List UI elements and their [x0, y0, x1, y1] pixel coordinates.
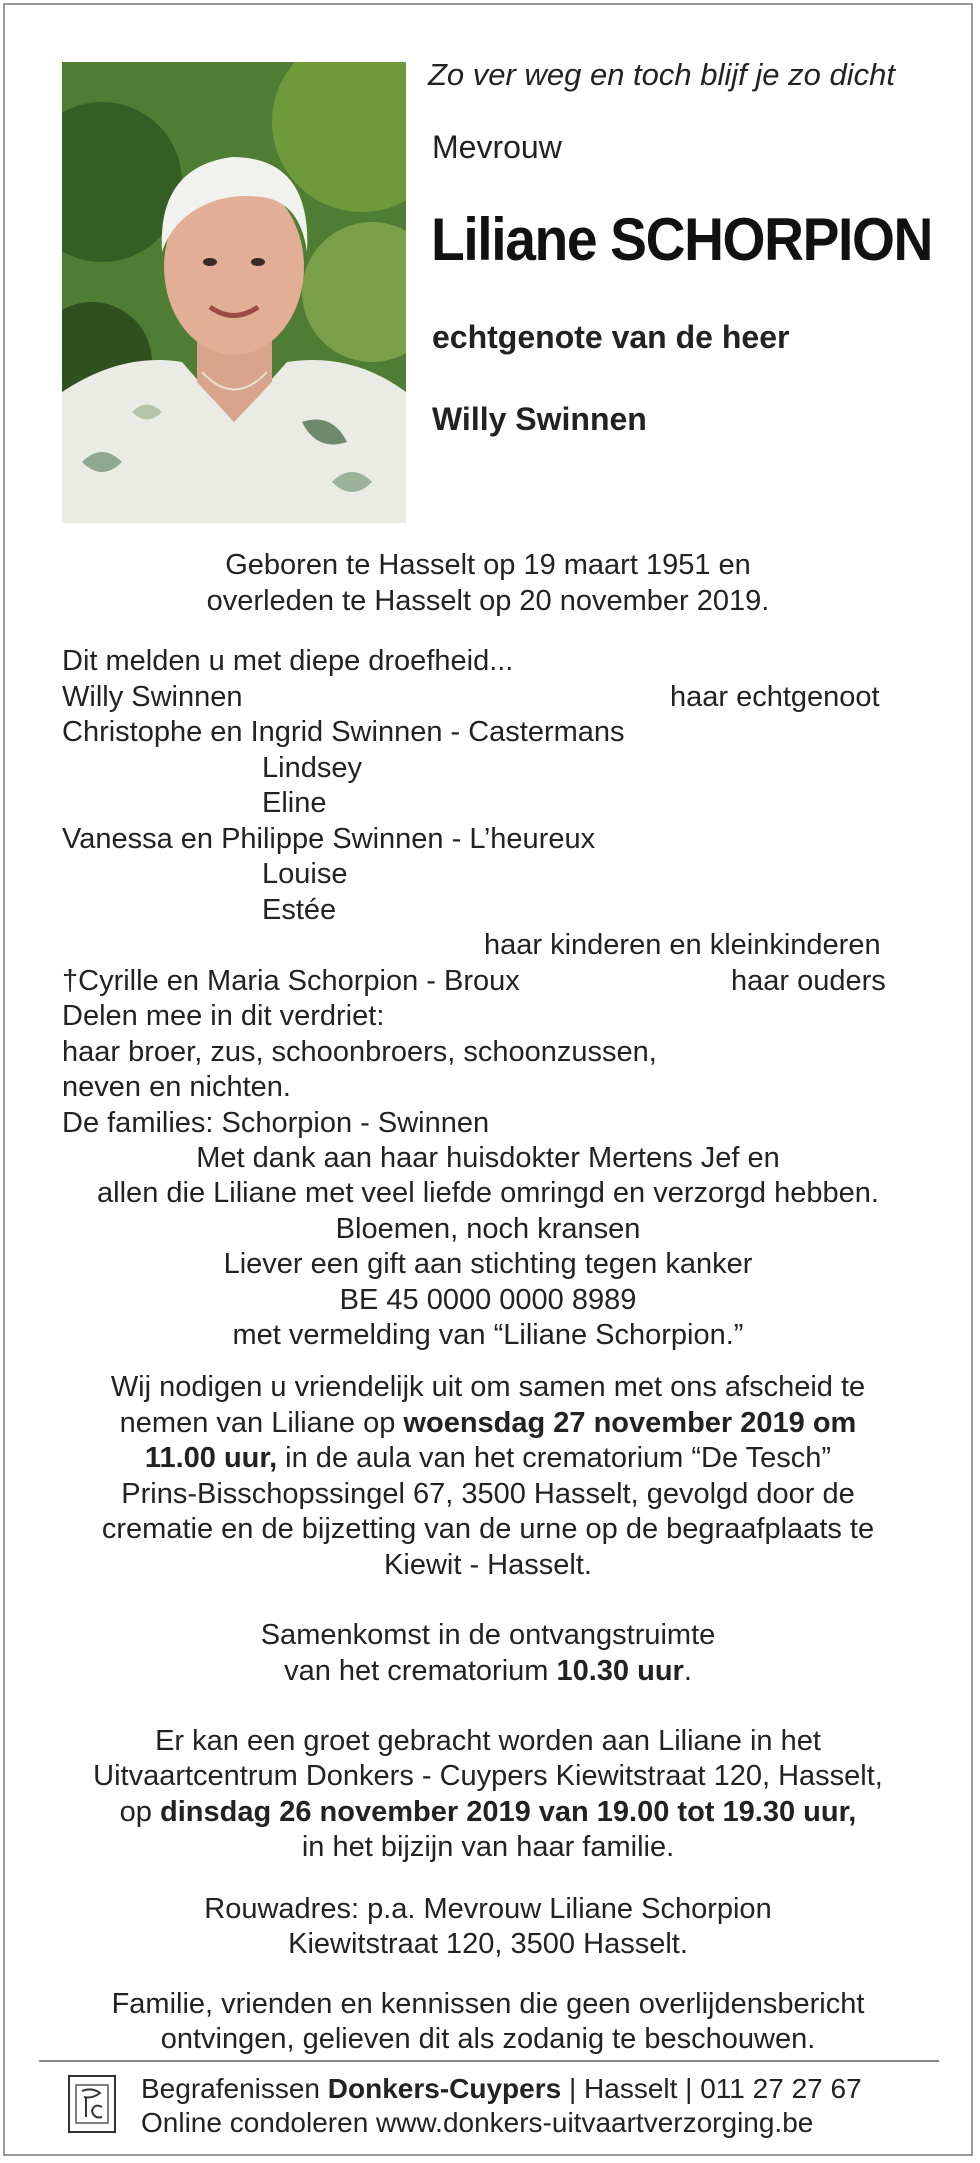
birth-line: Geboren te Hasselt op 19 maart 1951 en: [225, 549, 751, 581]
thanks-line-4: Liever een gift aan stichting tegen kanker: [223, 1248, 753, 1280]
portrait-illustration: [62, 62, 406, 523]
visitation-line-2: Uitvaartcentrum Donkers - Cuypers Kiewitstraat 120, Hasselt,: [93, 1760, 883, 1792]
gathering-line-2-text: van het crematorium: [284, 1655, 557, 1687]
family-relatives-1: haar broer, zus, schoonbroers, schoonzussen,: [62, 1036, 657, 1068]
family-relatives-2: neven en nichten.: [62, 1071, 291, 1103]
portrait-photo: [62, 62, 406, 523]
visitation-line-1: Er kan een groet gebracht worden aan Liliane in het: [155, 1725, 821, 1757]
family-parents: †Cyrille en Maria Schorpion - Broux: [62, 965, 520, 997]
family-spouse-role: haar echtgenoot: [670, 681, 880, 713]
family-grandchild-1: Lindsey: [262, 752, 362, 784]
family-spouse: Willy Swinnen: [62, 681, 243, 713]
footer-online-condolence[interactable]: Online condoleren www.donkers-uitvaartverzorging.be: [141, 2107, 814, 2138]
spouse-label: echtgenote van de heer: [432, 319, 790, 355]
obituary-card: [3, 3, 973, 2156]
family-grandchild-3: Louise: [262, 858, 348, 890]
invitation-line-2-text: nemen van Liliane op: [119, 1407, 404, 1439]
invitation-date: woensdag 27 november 2019 om: [403, 1407, 857, 1439]
spouse-name: Willy Swinnen: [432, 401, 647, 437]
invitation-line-6: Kiewit - Hasselt.: [384, 1549, 592, 1581]
address-line-1: Rouwadres: p.a. Mevrouw Liliane Schorpion: [204, 1893, 772, 1925]
family-children-role: haar kinderen en kleinkinderen: [484, 929, 881, 961]
invitation-line-5: crematie en de bijzetting van de urne op de begraafplaats te: [101, 1513, 875, 1545]
thanks-line-3: Bloemen, noch kransen: [335, 1213, 641, 1245]
invitation-time: 11.00 uur,: [144, 1442, 278, 1474]
invitation-line-2: [5, 1405, 971, 1441]
address-line-2: Kiewitstraat 120, 3500 Hasselt.: [288, 1928, 688, 1960]
family-intro: Dit melden u met diepe droefheid...: [62, 645, 514, 677]
family-share-intro: Delen mee in dit verdriet:: [62, 1000, 385, 1032]
family-grandchild-4: Estée: [262, 894, 337, 926]
notice-line-1: Familie, vrienden en kennissen die geen overlijdensbericht: [111, 1988, 865, 2020]
thanks-line-6: met vermelding van “Liliane Schorpion.”: [232, 1319, 744, 1351]
footer-divider: [39, 2060, 939, 2062]
family-child-2: Vanessa en Philippe Swinnen - L’heureux: [62, 823, 596, 855]
honorific: Mevrouw: [432, 129, 562, 165]
invitation-line-3: [5, 1440, 971, 1476]
visitation-line-4: in het bijzijn van haar familie.: [301, 1831, 675, 1863]
motto-quote: Zo ver weg en toch blijf je zo dicht: [428, 57, 895, 92]
deceased-name: Liliane SCHORPION: [431, 206, 933, 273]
gathering-line-1: Samenkomst in de ontvangstruimte: [260, 1619, 716, 1651]
family-child-1: Christophe en Ingrid Swinnen - Castermans: [62, 716, 625, 748]
footer-company-name: Donkers-Cuypers: [327, 2073, 562, 2104]
footer-company-line: [141, 2073, 862, 2105]
invitation-line-4: Prins-Bisschopssingel 67, 3500 Hasselt, gevolgd door de: [121, 1478, 855, 1510]
invitation-line-3-text: in de aula van het crematorium “De Tesch”: [277, 1442, 832, 1474]
thanks-line-1: Met dank aan haar huisdokter Mertens Jef en: [196, 1142, 780, 1174]
visitation-date: dinsdag 26 november 2019 van 19.00 tot 19.30 uur,: [160, 1796, 857, 1828]
family-parents-role: haar ouders: [731, 965, 886, 997]
footer-company-prefix: Begrafenissen: [141, 2073, 328, 2104]
visitation-line-3: [5, 1794, 971, 1830]
thanks-iban: BE 45 0000 0000 8989: [339, 1284, 637, 1316]
gathering-line-2: [5, 1653, 971, 1689]
thanks-line-2: allen die Liliane met veel liefde omringd en verzorgd hebben.: [97, 1177, 879, 1209]
death-line: overleden te Hasselt op 20 november 2019.: [206, 585, 770, 617]
funeral-home-logo-icon: [68, 2075, 116, 2133]
notice-line-2: ontvingen, gelieven dit als zodanig te beschouwen.: [160, 2023, 816, 2055]
gathering-time: 10.30 uur: [556, 1655, 684, 1687]
family-grandchild-2: Eline: [262, 787, 327, 819]
family-families: De families: Schorpion - Swinnen: [62, 1107, 490, 1139]
visitation-line-3-text: op: [119, 1796, 160, 1828]
gathering-line-2-end: .: [683, 1655, 692, 1687]
invitation-line-1: Wij nodigen u vriendelijk uit om samen met ons afscheid te: [110, 1371, 866, 1403]
footer-company-contact: | Hasselt | 011 27 27 67: [561, 2073, 862, 2104]
